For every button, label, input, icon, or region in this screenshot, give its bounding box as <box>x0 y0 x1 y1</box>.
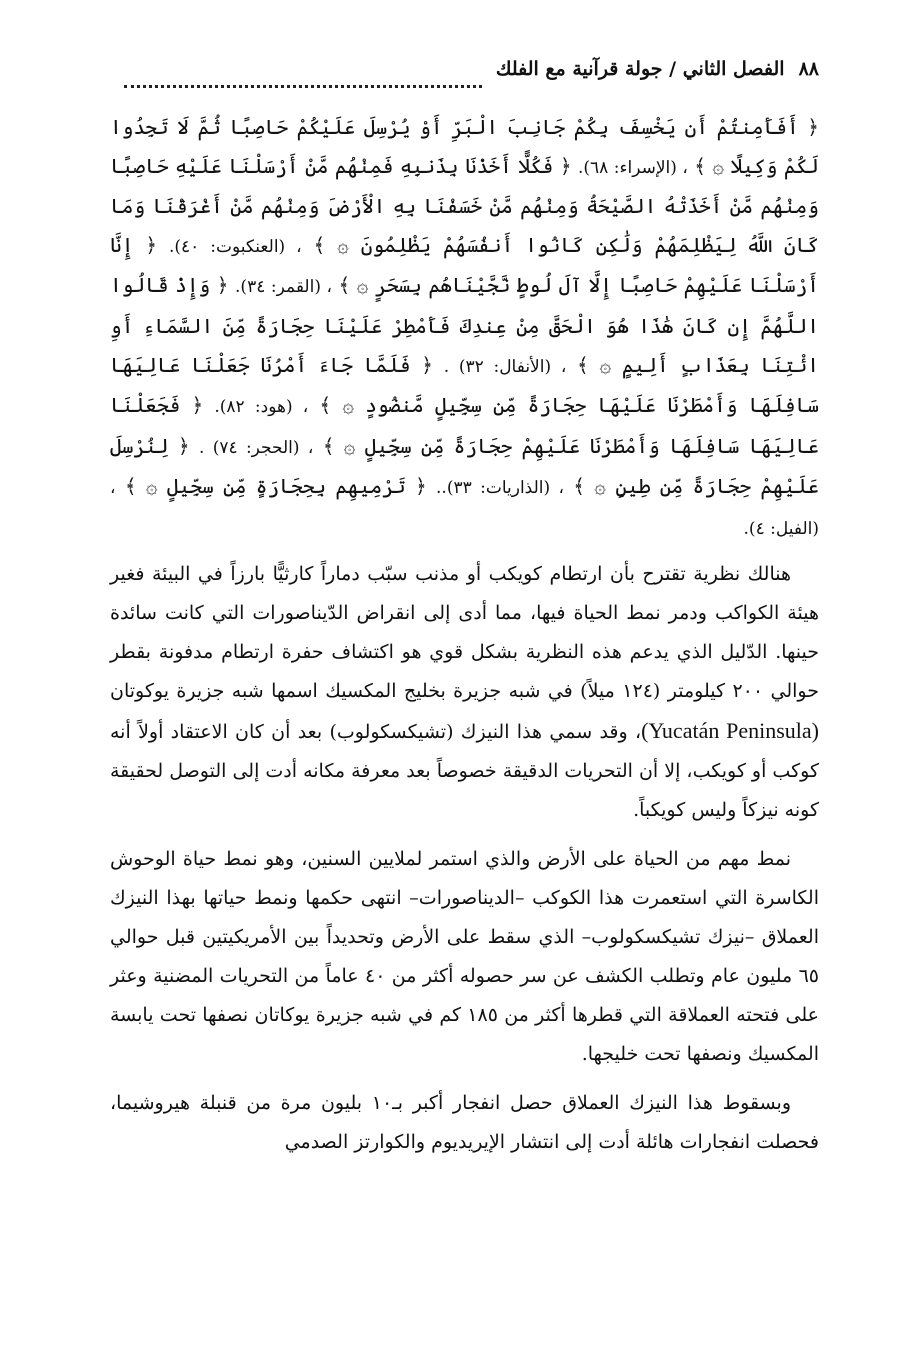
paragraph-text: هنالك نظرية تقترح بأن ارتطام كويكب أو مذنب سبّب دماراً كارثيًّا بارزاً في البيئة فغير هيئة الكواكب ودمر نمط الحياة فيها، مما أدى إلى انقراض الدّيناصورات التي كانت سائدة حينها. الدّليل الذي يدعم هذه النظرية بشكل قوي هو اكتشاف حفرة ارتطام مدفونة بقطر حوالي ٢٠٠ كيلومتر (١٢٤ ميلاً) في شبه جزيرة بخليج المكسيك اسمها شبه جزيرة يوكوتان <box>110 562 819 702</box>
chapter-title: الفصل الثاني / جولة قرآنية مع الفلك <box>495 58 785 80</box>
verse-reference: ، (القمر: ٣٤). <box>235 277 333 298</box>
verse-reference: ، (الذاريات: ٣٣).. <box>436 478 564 499</box>
latin-term: (Yucatán Peninsula) <box>641 717 819 743</box>
verse-reference: ، (الأنفال: ٣٢) . <box>443 356 567 377</box>
verse-text: ﴿ لِنُرْسِلَ عَلَيْهِمْ حِجَارَةً مِّن طِينٍ ۞ ﴾ <box>110 433 820 499</box>
paragraph-impact-theory <box>110 555 819 830</box>
paragraph-text: ، وقد سمي هذا النيزك (تشيكسكولوب) بعد أن كان الاعتقاد أولاً أنه كوكب أو كويكب، إلا أن التحريات الدقيقة خصوصاً بعد معرفة مكانه أدت إلى التوصل لحقيقة كونه نيزكاً وليس كويكباً. <box>110 720 819 821</box>
verse-text: ﴿ إِنَّا أَرْسَلْنَا عَلَيْهِمْ حَاصِبًا إِلَّا آلَ لُوطٍ نَّجَّيْنَاهُم بِسَحَرٍ ۞ ﴾ <box>110 232 820 298</box>
paragraph-explosion: وبسقوط هذا النيزك العملاق حصل انفجار أكبر بـ١٠ بليون مرة من قنبلة هيروشيما، فحصلت انفجارات هائلة أدت إلى انتشار الإيريديوم والكوارتز الصدمي <box>110 1091 819 1153</box>
page-number: ٨٨ <box>798 58 819 80</box>
verse-text: ﴿ تَرْمِيهِم بِحِجَارَةٍ مِّن سِجِّيلٍ ۞ ﴾ <box>124 474 427 499</box>
verse-reference: ، (الإسراء: ٦٨). <box>577 157 688 178</box>
verse-reference: ، (الحجر: ٧٤) . <box>198 437 314 458</box>
verse-reference: ، (الفيل: ٤). <box>110 478 819 539</box>
quran-verses-block <box>110 108 819 549</box>
verse-reference: ، (هود: ٨٢). <box>214 397 309 418</box>
verse-text: ﴿ أَفَأَمِنتُمْ أَن يَخْسِفَ بِكُمْ جَانِبَ الْبَرِّ أَوْ يُرْسِلَ عَلَيْكُمْ حَاصِبًا ثُمَّ لَا تَجِدُوا لَكُمْ وَكِيلًا ۞ ﴾ <box>110 115 820 178</box>
page-header <box>110 58 819 102</box>
verse-text: ﴿ فَلَمَّا جَاءَ أَمْرُنَا جَعَلْنَا عَالِيَهَا سَافِلَهَا وَأَمْطَرْنَا عَلَيْهَا حِجَارَةً مِّن سِجِّيلٍ مَّنضُودٍ ۞ ﴾ <box>110 352 819 418</box>
verse-reference: ، (العنكبوت: ٤٠). <box>169 236 302 257</box>
verse-text: ﴿ فَجَعَلْنَا عَالِيَهَا سَافِلَهَا وَأَمْطَرْنَا عَلَيْهِمْ حِجَارَةً مِّن سِجِّيلٍ ۞ ﴾ <box>110 393 820 458</box>
verse-text: ﴿ وَإِذْ قَالُوا اللَّهُمَّ إِن كَانَ هَٰذَا هُوَ الْحَقَّ مِنْ عِندِكَ فَأَمْطِرْ عَلَيْنَا حِجَارَةً مِّنَ السَّمَاءِ أَوِ ائْتِنَا بِعَذَابٍ أَلِيمٍ ۞ ﴾ <box>110 273 820 377</box>
verse-text: ﴿ فَكُلًّا أَخَذْنَا بِذَنبِهِ فَمِنْهُم مَّنْ أَرْسَلْنَا عَلَيْهِ حَاصِبًا وَمِنْهُم مَّنْ أَخَذَتْهُ الصَّيْحَةُ وَمِنْهُم مَّنْ خَسَفْنَا بِهِ الْأَرْضَ وَمِنْهُم مَّنْ أَغْرَقْنَا وَمَا كَانَ اللَّهُ لِيَظْلِمَهُمْ وَلَٰكِن كَانُوا أَنفُسَهُمْ يَظْلِمُونَ ۞ ﴾ <box>110 153 820 257</box>
paragraph-dinosaurs: نمط مهم من الحياة على الأرض والذي استمر لملايين السنين، وهو نمط حياة الوحوش الكاسرة التي استعمرت هذا الكوكب –الديناصورات– انتهى حكمها ونمط حياتها بهذا النيزك العملاق –نيزك تشيكسكولوب– الذي سقط على الأرض وتحديداً بين الأمريكيتين قبل حوالي ٦٥ مليون عام وتطلب الكشف عن سر حصوله أكثر من ٤٠ عاماً من التحريات المضنية وعثر على فتحته العملاقة التي قطرها أكثر من ١٨٥ كم في شبه جزيرة يوكاتان نصفها تحت يابسة المكسيك ونصفها تحت خليجها. <box>110 847 819 1065</box>
dotted-leader <box>124 73 482 88</box>
